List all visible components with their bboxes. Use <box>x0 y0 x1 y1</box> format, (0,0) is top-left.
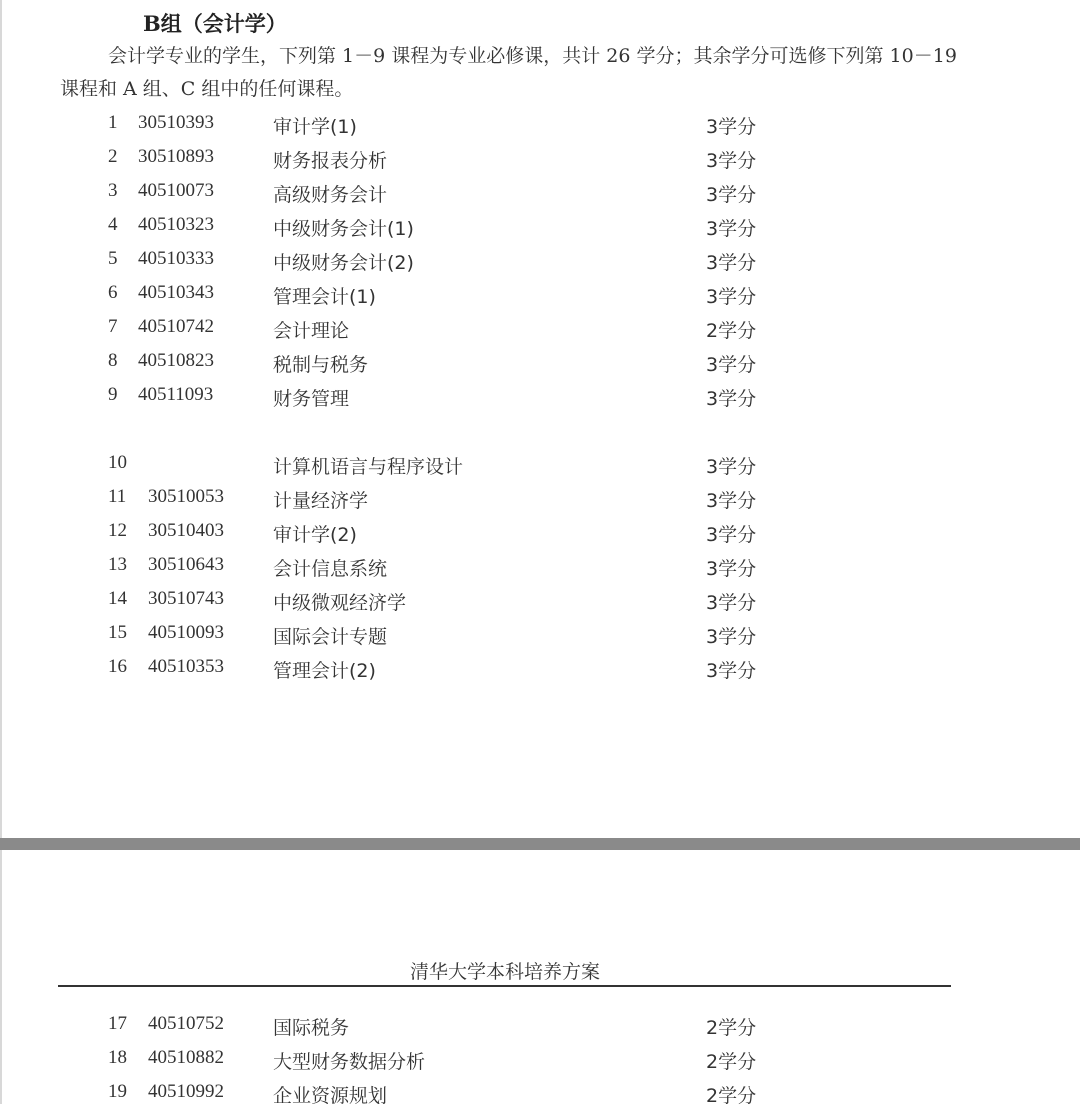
course-num: 15 <box>108 622 127 643</box>
course-code: 40510742 <box>138 316 214 337</box>
course-row <box>0 1081 1080 1111</box>
course-code: 30510393 <box>138 112 214 133</box>
course-code: 40510333 <box>138 248 214 269</box>
course-code: 30510893 <box>138 146 214 167</box>
course-code: 40510752 <box>148 1013 224 1034</box>
course-row <box>0 588 1080 618</box>
course-num: 2 <box>108 146 118 167</box>
course-name: 中级微观经济学 <box>273 592 407 614</box>
course-credit: 3学分 <box>706 252 757 274</box>
course-credit: 3学分 <box>706 456 757 478</box>
course-code: 40511093 <box>138 384 214 405</box>
course-name: 高级财务会计 <box>273 184 388 206</box>
course-credit: 2学分 <box>706 1017 757 1039</box>
course-name: 企业资源规划 <box>273 1085 388 1107</box>
course-code: 40510073 <box>138 180 214 201</box>
course-num: 1 <box>108 112 118 133</box>
course-credit: 3学分 <box>706 184 757 206</box>
course-credit: 2学分 <box>706 320 757 342</box>
course-num: 7 <box>108 316 118 337</box>
course-credit: 2学分 <box>706 1051 757 1073</box>
course-row <box>0 520 1080 550</box>
course-credit: 3学分 <box>706 558 757 580</box>
course-row <box>0 486 1080 516</box>
course-name: 计量经济学 <box>273 490 369 512</box>
course-num: 5 <box>108 248 118 269</box>
course-row <box>0 248 1080 278</box>
course-row <box>0 146 1080 176</box>
course-num: 13 <box>108 554 127 575</box>
course-num: 16 <box>108 656 127 677</box>
document-header-title: 清华大学本科培养方案 <box>409 961 600 983</box>
course-credit: 3学分 <box>706 388 757 410</box>
course-name: 税制与税务 <box>273 354 369 376</box>
course-num: 8 <box>108 350 118 371</box>
course-num: 3 <box>108 180 118 201</box>
course-code: 40510823 <box>138 350 214 371</box>
course-row <box>0 180 1080 210</box>
course-row <box>0 452 1080 482</box>
course-row <box>0 112 1080 142</box>
course-code: 30510743 <box>148 588 224 609</box>
course-name: 管理会计(1) <box>273 286 376 308</box>
page-separator <box>0 838 1080 850</box>
course-credit: 3学分 <box>706 660 757 682</box>
course-credit: 3学分 <box>706 490 757 512</box>
course-row <box>0 282 1080 312</box>
course-name: 国际会计专题 <box>273 626 388 648</box>
course-name: 国际税务 <box>273 1017 350 1039</box>
course-name: 审计学(2) <box>273 524 357 546</box>
course-code: 30510643 <box>148 554 224 575</box>
course-num: 19 <box>108 1081 127 1102</box>
course-credit: 3学分 <box>706 286 757 308</box>
course-credit: 3学分 <box>706 116 757 138</box>
course-name: 大型财务数据分析 <box>273 1051 426 1073</box>
course-credit: 3学分 <box>706 626 757 648</box>
course-code: 30510403 <box>148 520 224 541</box>
group-title: B组（会计学） <box>143 11 287 36</box>
course-code: 40510992 <box>148 1081 224 1102</box>
course-row <box>0 214 1080 244</box>
course-row <box>0 622 1080 652</box>
course-num: 11 <box>108 486 127 507</box>
intro-paragraph: 会计学专业的学生，下列第 1－9 课程为专业必修课，共计 26 学分；其余学分可选修下列第 10－19 课程和 A 组、C 组中的任何课程。 <box>60 45 957 100</box>
course-name: 财务报表分析 <box>273 150 388 172</box>
course-name: 计算机语言与程序设计 <box>273 456 464 478</box>
course-code: 30510053 <box>148 486 224 507</box>
course-name: 会计理论 <box>273 320 350 342</box>
course-num: 12 <box>108 520 127 541</box>
course-code: 40510093 <box>148 622 224 643</box>
course-name: 财务管理 <box>273 388 350 410</box>
course-code: 40510323 <box>138 214 214 235</box>
course-credit: 3学分 <box>706 150 757 172</box>
course-code: 40510343 <box>138 282 214 303</box>
header-rule <box>58 985 951 987</box>
course-credit: 3学分 <box>706 218 757 240</box>
course-credit: 3学分 <box>706 354 757 376</box>
course-num: 14 <box>108 588 127 609</box>
course-name: 管理会计(2) <box>273 660 376 682</box>
course-credit: 3学分 <box>706 592 757 614</box>
course-code: 40510882 <box>148 1047 224 1068</box>
course-name: 审计学(1) <box>273 116 357 138</box>
course-credit: 3学分 <box>706 524 757 546</box>
course-num: 9 <box>108 384 118 405</box>
course-code: 40510353 <box>148 656 224 677</box>
course-row <box>0 656 1080 686</box>
course-num: 18 <box>108 1047 127 1068</box>
course-row <box>0 316 1080 346</box>
course-name: 中级财务会计(2) <box>273 252 414 274</box>
course-num: 10 <box>108 452 127 473</box>
course-row <box>0 350 1080 380</box>
course-row <box>0 1047 1080 1077</box>
course-name: 会计信息系统 <box>273 558 388 580</box>
course-row <box>0 384 1080 414</box>
course-num: 6 <box>108 282 118 303</box>
course-num: 4 <box>108 214 118 235</box>
course-row <box>0 554 1080 584</box>
course-num: 17 <box>108 1013 127 1034</box>
course-row <box>0 1013 1080 1043</box>
course-credit: 2学分 <box>706 1085 757 1107</box>
course-name: 中级财务会计(1) <box>273 218 414 240</box>
